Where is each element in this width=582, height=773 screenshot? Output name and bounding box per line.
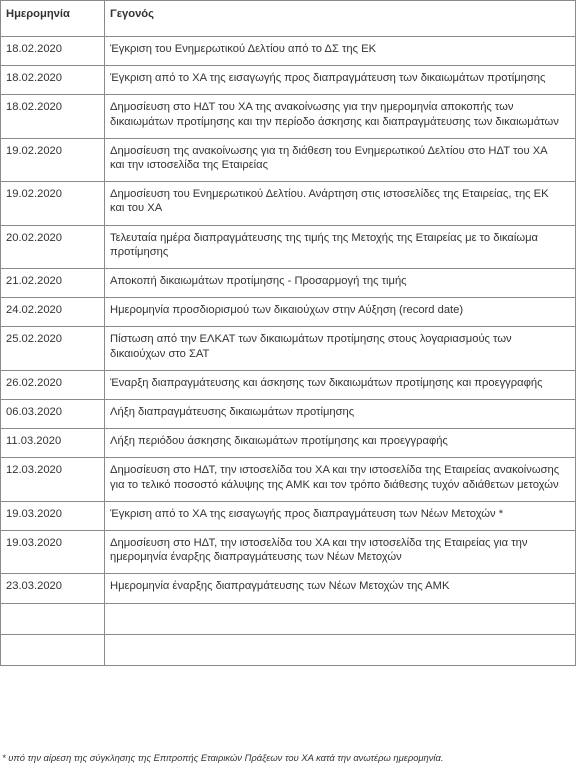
table-row bbox=[1, 531, 576, 574]
header-date: Ημερομηνία bbox=[1, 1, 105, 37]
row-event: Ημερομηνία προσδιορισμού των δικαιούχων στην Αύξηση (record date) bbox=[105, 298, 576, 327]
row-event: Δημοσίευση του Ενημερωτικού Δελτίου. Ανάρτηση στις ιστοσελίδες της Εταιρείας, της ΕΚ και του ΧΑ bbox=[105, 182, 576, 225]
row-date: 19.03.2020 bbox=[1, 531, 105, 574]
row-date: 19.02.2020 bbox=[1, 138, 105, 181]
table-body bbox=[1, 37, 576, 666]
row-event: Πίστωση από την ΕΛΚΑΤ των δικαιωμάτων προτίμησης στους λογαριασμούς των δικαιούχων στο ΣΑΤ bbox=[105, 327, 576, 370]
row-date: 19.03.2020 bbox=[1, 501, 105, 530]
row-event: Λήξη διαπραγμάτευσης δικαιωμάτων προτίμησης bbox=[105, 400, 576, 429]
empty-row bbox=[1, 603, 576, 634]
row-event: Δημοσίευση στο ΗΔΤ, την ιστοσελίδα του ΧΑ και την ιστοσελίδα της Εταιρείας ανακοίνωσης για το τελικό ποσοστό κάλυψης της ΑΜΚ και τον τρόπο διάθεσης τυχόν αδιάθετων μετοχών bbox=[105, 458, 576, 501]
row-date: 26.02.2020 bbox=[1, 370, 105, 399]
empty-row bbox=[1, 634, 576, 665]
table-row bbox=[1, 66, 576, 95]
table-row bbox=[1, 225, 576, 268]
table-row bbox=[1, 327, 576, 370]
row-date: 19.02.2020 bbox=[1, 182, 105, 225]
row-date: 18.02.2020 bbox=[1, 95, 105, 138]
row-date: 12.03.2020 bbox=[1, 458, 105, 501]
header-event: Γεγονός bbox=[105, 1, 576, 37]
table-row bbox=[1, 138, 576, 181]
row-event: Ημερομηνία έναρξης διαπραγμάτευσης των Νέων Μετοχών της ΑΜΚ bbox=[105, 574, 576, 603]
row-date: 06.03.2020 bbox=[1, 400, 105, 429]
row-date: 18.02.2020 bbox=[1, 66, 105, 95]
row-event: Αποκοπή δικαιωμάτων προτίμησης - Προσαρμογή της τιμής bbox=[105, 269, 576, 298]
row-date: 21.02.2020 bbox=[1, 269, 105, 298]
row-event: Έγκριση από το ΧΑ της εισαγωγής προς διαπραγμάτευση των δικαιωμάτων προτίμησης bbox=[105, 66, 576, 95]
row-event bbox=[105, 634, 576, 665]
row-event: Τελευταία ημέρα διαπραγμάτευσης της τιμής της Μετοχής της Εταιρείας με το δικαίωμα προτίμησης bbox=[105, 225, 576, 268]
row-date bbox=[1, 603, 105, 634]
header-row bbox=[1, 1, 576, 37]
table-row bbox=[1, 501, 576, 530]
row-date: 24.02.2020 bbox=[1, 298, 105, 327]
row-date: 20.02.2020 bbox=[1, 225, 105, 268]
row-event: Έγκριση του Ενημερωτικού Δελτίου από το ΔΣ της ΕΚ bbox=[105, 37, 576, 66]
row-event: Δημοσίευση στο ΗΔΤ του ΧΑ της ανακοίνωσης για την ημερομηνία αποκοπής των δικαιωμάτων προτίμησης και την περίοδο άσκησης και διαπραγμάτευσης των δικαιωμάτων bbox=[105, 95, 576, 138]
table-row bbox=[1, 429, 576, 458]
table-row bbox=[1, 370, 576, 399]
table-row bbox=[1, 182, 576, 225]
table-header bbox=[1, 1, 576, 37]
table-row bbox=[1, 95, 576, 138]
row-event: Δημοσίευση στο ΗΔΤ, την ιστοσελίδα του ΧΑ και την ιστοσελίδα της Εταιρείας για την ημερομηνία έναρξης διαπραγμάτευσης των Νέων Μετοχών bbox=[105, 531, 576, 574]
row-date: 18.02.2020 bbox=[1, 37, 105, 66]
table-row bbox=[1, 298, 576, 327]
table-row bbox=[1, 400, 576, 429]
row-date bbox=[1, 634, 105, 665]
row-event: Λήξη περιόδου άσκησης δικαιωμάτων προτίμησης και προεγγραφής bbox=[105, 429, 576, 458]
row-date: 25.02.2020 bbox=[1, 327, 105, 370]
table-row bbox=[1, 574, 576, 603]
row-event: Δημοσίευση της ανακοίνωσης για τη διάθεση του Ενημερωτικού Δελτίου στο ΗΔΤ του ΧΑ και την ιστοσελίδα της Εταιρείας bbox=[105, 138, 576, 181]
row-date: 23.03.2020 bbox=[1, 574, 105, 603]
row-event: Έγκριση από το ΧΑ της εισαγωγής προς διαπραγμάτευση των Νέων Μετοχών * bbox=[105, 501, 576, 530]
row-date: 11.03.2020 bbox=[1, 429, 105, 458]
table-row bbox=[1, 269, 576, 298]
row-event: Έναρξη διαπραγμάτευσης και άσκησης των δικαιωμάτων προτίμησης και προεγγραφής bbox=[105, 370, 576, 399]
table-row bbox=[1, 458, 576, 501]
footnote: * υπό την αίρεση της σύγκλησης της Επιτροπής Εταιρικών Πράξεων του ΧΑ κατά την ανωτέρω ημερομηνία. bbox=[2, 752, 444, 763]
row-event bbox=[105, 603, 576, 634]
table-row bbox=[1, 37, 576, 66]
